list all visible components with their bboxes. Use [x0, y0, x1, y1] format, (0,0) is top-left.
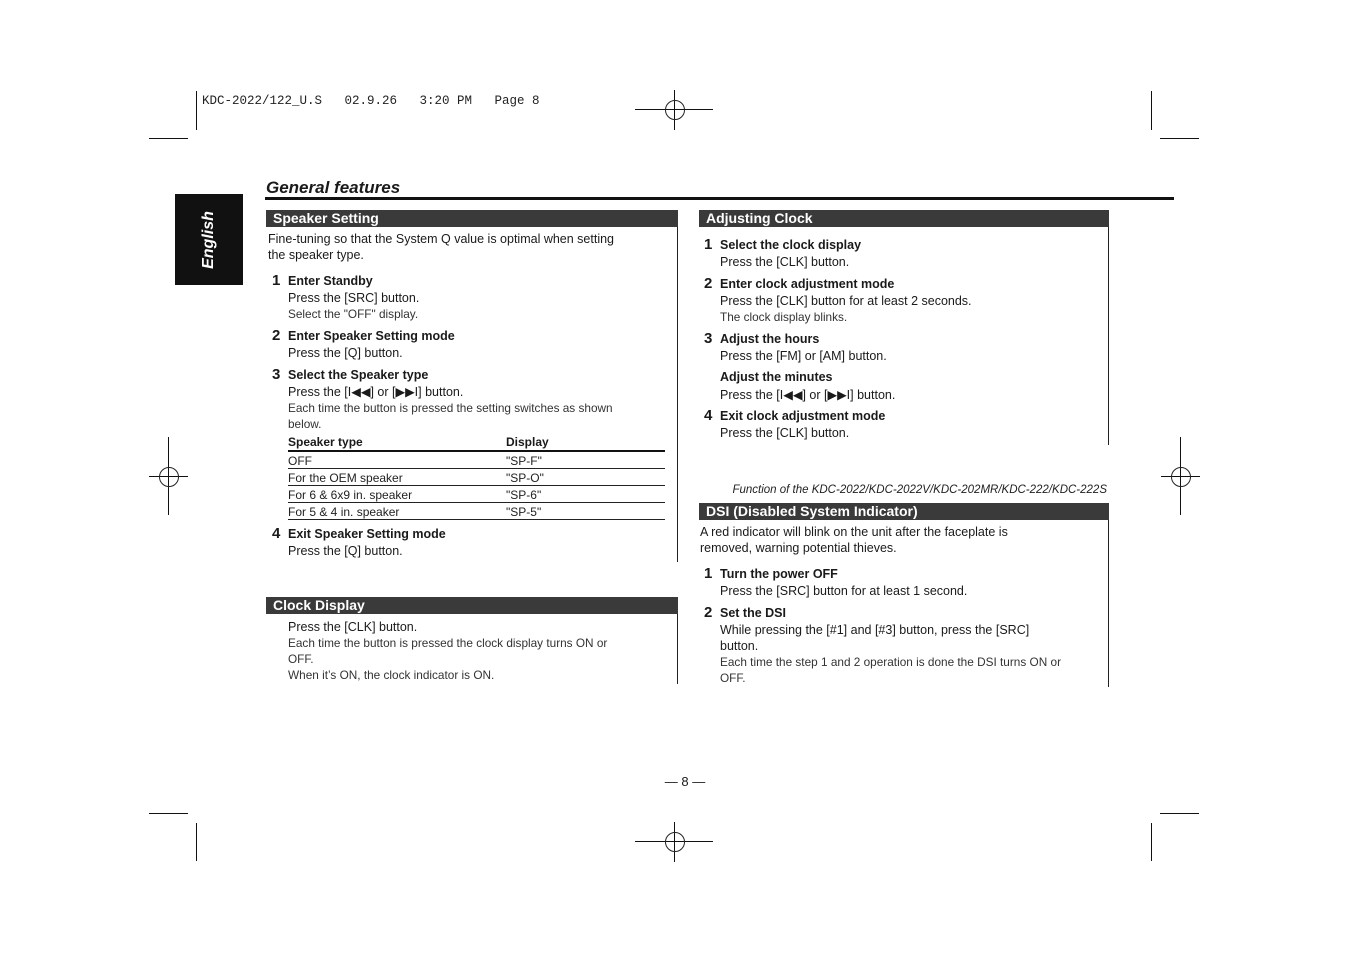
step-title: Turn the power OFF	[720, 567, 838, 581]
section-border	[1108, 227, 1109, 445]
table-cell: OFF	[288, 451, 506, 469]
table-row	[288, 469, 665, 486]
step-title: Adjust the hours	[720, 332, 820, 346]
table-header: Display	[506, 434, 665, 451]
speaker-type-table	[288, 434, 665, 520]
table-cell: For the OEM speaker	[288, 469, 506, 486]
speaker-setting-heading: Speaker Setting	[266, 210, 678, 227]
step-number: 2	[704, 604, 713, 621]
clock-display-note: Each time the button is pressed the clock display turns ON or	[288, 636, 608, 650]
step-instruction: While pressing the [#1] and [#3] button, press the [SRC]	[720, 623, 1030, 637]
step-note: Each time the button is pressed the setting switches as shown	[288, 401, 613, 415]
step-number: 2	[704, 275, 713, 292]
language-tab	[175, 194, 243, 285]
section-border	[677, 227, 678, 562]
step-title: Set the DSI	[720, 606, 786, 620]
step-number: 3	[272, 366, 281, 383]
step-title: Enter Speaker Setting mode	[288, 329, 455, 343]
print-header: KDC-2022/122_U.S 02.9.26 3:20 PM Page 8	[202, 94, 540, 108]
adjusting-clock-heading: Adjusting Clock	[699, 210, 1109, 227]
step-number: 4	[272, 525, 281, 542]
page-title: General features	[266, 178, 401, 197]
table-row	[288, 451, 665, 469]
speaker-intro-line1: Fine-tuning so that the System Q value is optimal when setting	[268, 232, 615, 246]
step-note: Each time the step 1 and 2 operation is done the DSI turns ON or	[720, 655, 1061, 669]
function-note: Function of the KDC-2022/KDC-2022V/KDC-202MR/KDC-222/KDC-222S	[732, 484, 1107, 496]
step-number: 3	[704, 330, 713, 347]
step-instruction: Press the [Q] button.	[288, 544, 403, 558]
step-number: 1	[272, 272, 281, 289]
table-cell: "SP-6"	[506, 486, 665, 503]
table-cell: "SP-F"	[506, 451, 665, 469]
step-note: Select the "OFF" display.	[288, 307, 419, 321]
step-note: The clock display blinks.	[720, 310, 848, 324]
table-cell: For 6 & 6x9 in. speaker	[288, 486, 506, 503]
step-number: 4	[704, 407, 713, 424]
table-row	[288, 503, 665, 520]
speaker-intro-line2: the speaker type.	[268, 248, 364, 262]
clock-display-note: When it’s ON, the clock indicator is ON.	[288, 668, 495, 682]
table-cell: For 5 & 4 in. speaker	[288, 503, 506, 520]
step-instruction: Press the [Q] button.	[288, 346, 403, 360]
dsi-intro-line2: removed, warning potential thieves.	[700, 541, 897, 555]
step-instruction: Press the [FM] or [AM] button.	[720, 349, 887, 363]
step-title: Select the Speaker type	[288, 368, 429, 382]
step-note: OFF.	[720, 671, 746, 685]
sub-step-instruction: Press the [I◀◀] or [▶▶I] button.	[720, 388, 896, 402]
step-title: Enter Standby	[288, 274, 373, 288]
step-instruction: Press the [CLK] button for at least 2 seconds.	[720, 294, 972, 308]
section-border	[677, 614, 678, 684]
clock-display-note: OFF.	[288, 652, 314, 666]
step-title: Exit clock adjustment mode	[720, 409, 886, 423]
page-number: — 8 —	[664, 774, 706, 789]
sub-step-title: Adjust the minutes	[720, 370, 833, 384]
step-instruction: Press the [CLK] button.	[720, 255, 850, 269]
table-header: Speaker type	[288, 434, 506, 451]
step-number: 1	[704, 236, 713, 253]
step-title: Select the clock display	[720, 238, 862, 252]
step-instruction: Press the [CLK] button.	[720, 426, 850, 440]
clock-display-instruction: Press the [CLK] button.	[288, 620, 418, 634]
step-instruction: Press the [SRC] button for at least 1 second.	[720, 584, 968, 598]
step-title: Exit Speaker Setting mode	[288, 527, 446, 541]
step-number: 1	[704, 565, 713, 582]
table-cell: "SP-5"	[506, 503, 665, 520]
language-tab-label: English	[200, 210, 217, 269]
table-row	[288, 486, 665, 503]
step-note: below.	[288, 417, 322, 431]
step-number: 2	[272, 327, 281, 344]
table-header-row	[288, 434, 665, 451]
title-rule	[265, 197, 1174, 200]
dsi-intro-line1: A red indicator will blink on the unit after the faceplate is	[700, 525, 1008, 539]
step-title: Enter clock adjustment mode	[720, 277, 895, 291]
step-instruction: button.	[720, 639, 759, 653]
step-instruction: Press the [I◀◀] or [▶▶I] button.	[288, 385, 464, 399]
clock-display-heading: Clock Display	[266, 597, 678, 614]
section-border	[1108, 520, 1109, 687]
table-cell: "SP-O"	[506, 469, 665, 486]
dsi-heading: DSI (Disabled System Indicator)	[699, 503, 1109, 520]
step-instruction: Press the [SRC] button.	[288, 291, 420, 305]
